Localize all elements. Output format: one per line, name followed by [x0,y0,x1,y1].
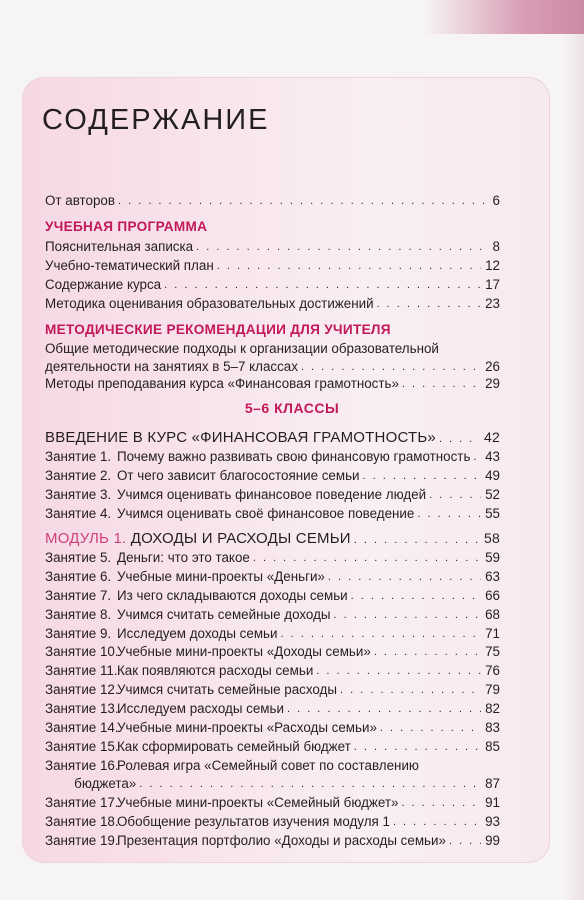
lesson-title: Почему важно развивать свою финансовую грамотность [117,449,471,464]
toc-page-number: 23 [485,296,500,311]
lesson-number: Занятие 3. [45,487,112,502]
toc-entry-label: Учебно-тематический план [45,258,214,273]
lesson-title-line1: Ролевая игра «Семейный совет по составлению [117,758,419,773]
toc-page-number: 17 [485,277,500,292]
toc-page-number: 82 [485,701,500,716]
lesson-title: Учимся оценивать финансовое поведение людей [117,487,427,502]
toc-page-number: 93 [485,814,500,829]
leader-dots [287,702,481,717]
leader-dots [354,740,481,755]
section-heading-recommendations: МЕТОДИЧЕСКИЕ РЕКОМЕНДАЦИИ ДЛЯ УЧИТЕЛЯ [45,322,391,337]
grade-heading: 5–6 КЛАССЫ [244,400,340,416]
toc-entry-label: Методика оценивания образовательных достижений [45,296,374,311]
page-title: СОДЕРЖАНИЕ [42,104,270,136]
lesson-title: Учебные мини-проекты «Семейный бюджет» [117,795,399,810]
lesson-title: Деньги: что это такое [117,550,250,565]
toc-page-number: 29 [485,376,500,391]
leader-dots [316,664,481,679]
lesson-entry[interactable] [45,813,500,830]
lesson-title: Исследуем доходы семьи [117,626,278,641]
page-edge-decoration [424,0,584,34]
lesson-entry[interactable] [45,587,500,604]
lesson-title: Учебные мини-проекты «Деньги» [117,569,325,584]
lesson-number: Занятие 9. [45,626,112,641]
toc-page-number: 91 [485,795,500,810]
toc-page-number: 49 [485,468,500,483]
toc-chapter-module-1[interactable] [45,529,500,548]
toc-page-number: 8 [492,239,500,254]
lesson-entry[interactable] [45,681,500,698]
leader-dots [429,488,481,503]
leader-dots [164,278,481,293]
toc-page-number: 63 [485,569,500,584]
toc-entry[interactable] [45,375,500,392]
leader-dots [354,533,480,548]
toc-page-number: 26 [485,358,500,374]
lesson-number: Занятие 1. [45,449,112,464]
toc-page-number: 12 [485,258,500,273]
toc-page-number: 52 [485,487,500,502]
leader-dots [363,469,482,484]
leader-dots [449,834,481,849]
leader-dots [393,815,481,830]
lesson-title: Исследуем расходы семьи [117,701,284,716]
lesson-title: Учимся считать семейные расходы [117,682,337,697]
lesson-entry[interactable] [45,606,500,623]
leader-dots [301,360,481,375]
toc-entry-multiline[interactable] [45,340,500,375]
lesson-number: Занятие 8. [45,607,112,622]
toc-page-number: 58 [484,530,500,546]
lesson-entry[interactable] [45,794,500,811]
leader-dots [217,259,481,274]
lesson-entry[interactable] [45,467,500,484]
toc-page-number: 43 [485,449,500,464]
toc-chapter-intro[interactable] [45,428,500,447]
toc-entry[interactable] [45,238,500,255]
lesson-number: Занятие 18. [45,814,119,829]
leader-dots [374,645,481,660]
chapter-title: ДОХОДЫ И РАСХОДЫ СЕМЬИ [130,530,351,547]
toc-page-number: 85 [485,739,500,754]
leader-dots [118,194,489,209]
module-prefix: МОДУЛЬ 1. [45,530,127,547]
leader-dots [334,608,482,623]
page-edge-shadow [562,34,584,900]
toc-page-number: 83 [485,720,500,735]
toc-page-number: 71 [485,626,500,641]
lesson-entry[interactable] [45,832,500,849]
lesson-number: Занятие 14. [45,720,119,735]
leader-dots [340,683,481,698]
lesson-entry[interactable] [45,505,500,522]
leader-dots [417,507,481,522]
toc-page-number: 76 [485,663,500,678]
toc-entry[interactable] [45,257,500,274]
toc-entry[interactable] [45,295,500,312]
leader-dots [377,297,482,312]
toc-page-number: 87 [485,775,500,791]
toc-entry[interactable] [45,276,500,293]
lesson-entry[interactable] [45,738,500,755]
section-heading-program: УЧЕБНАЯ ПРОГРАММА [45,219,208,234]
lesson-number: Занятие 16. [45,758,119,773]
toc-page-number: 42 [484,429,500,445]
lesson-number: Занятие 17. [45,795,119,810]
lesson-number: Занятие 5. [45,550,112,565]
toc-page-number: 59 [485,550,500,565]
lesson-title: Из чего складываются доходы семьи [117,588,348,603]
lesson-title: Обобщение результатов изучения модуля 1 [117,814,390,829]
leader-dots [380,721,481,736]
lesson-entry[interactable] [45,643,500,660]
lesson-number: Занятие 12. [45,682,119,697]
leader-dots [328,570,481,585]
toc-page-number: 55 [485,506,500,521]
lesson-number: Занятие 2. [45,468,112,483]
toc-entry-label-line1: Общие методические подходы к организации образовательной [45,341,439,356]
leader-dots [473,450,481,465]
lesson-title: Как появляются расходы семьи [117,663,314,678]
leader-dots [280,627,481,642]
lesson-title-line2: бюджета» [74,775,137,791]
lesson-number: Занятие 19. [45,833,119,848]
leader-dots [439,432,480,447]
toc-entry-label: Методы преподавания курса «Финансовая грамотность» [45,376,399,391]
leader-dots [402,377,481,392]
toc-page-number: 99 [485,833,500,848]
toc-entry-authors[interactable] [45,192,500,209]
leader-dots [401,796,481,811]
lesson-title: Учимся оценивать своё финансовое поведение [117,506,415,521]
lesson-title: Презентация портфолио «Доходы и расходы семьи» [117,833,446,848]
lesson-number: Занятие 4. [45,506,112,521]
lesson-number: Занятие 7. [45,588,112,603]
lesson-title: Как сформировать семейный бюджет [117,739,351,754]
leader-dots [253,551,481,566]
lesson-title: Учебные мини-проекты «Расходы семьи» [117,720,377,735]
lesson-entry[interactable] [45,662,500,679]
lesson-entry[interactable] [45,700,500,717]
leader-dots [351,589,481,604]
toc-page-number: 68 [485,607,500,622]
toc-page-number: 75 [485,644,500,659]
lesson-entry[interactable] [45,625,500,642]
leader-dots [139,777,481,792]
toc-entry-label: Пояснительная записка [45,239,194,254]
lesson-number: Занятие 6. [45,569,112,584]
toc-entry-label: От авторов [45,193,115,208]
lesson-number: Занятие 10. [45,644,119,659]
lesson-entry[interactable] [45,486,500,503]
lesson-entry[interactable] [45,549,500,566]
toc-page-number: 6 [492,193,500,208]
lesson-title: От чего зависит благосостояние семьи [117,468,360,483]
lesson-entry[interactable] [45,568,500,585]
leader-dots [196,240,488,255]
toc-page-number: 79 [485,682,500,697]
lesson-number: Занятие 13. [45,701,119,716]
lesson-number: Занятие 11. [45,663,118,678]
lesson-entry[interactable] [45,448,500,465]
toc-entry-label-line2: деятельности на занятиях в 5–7 классах [45,358,298,374]
lesson-entry-multiline[interactable] [45,757,500,792]
lesson-number: Занятие 15. [45,739,119,754]
lesson-title: Учимся считать семейные доходы [117,607,331,622]
lesson-title: Учебные мини-проекты «Доходы семьи» [117,644,371,659]
lesson-entry[interactable] [45,719,500,736]
toc-page-number: 66 [485,588,500,603]
toc-entry-label: Содержание курса [45,277,162,292]
chapter-title: ВВЕДЕНИЕ В КУРС «ФИНАНСОВАЯ ГРАМОТНОСТЬ» [45,429,436,446]
